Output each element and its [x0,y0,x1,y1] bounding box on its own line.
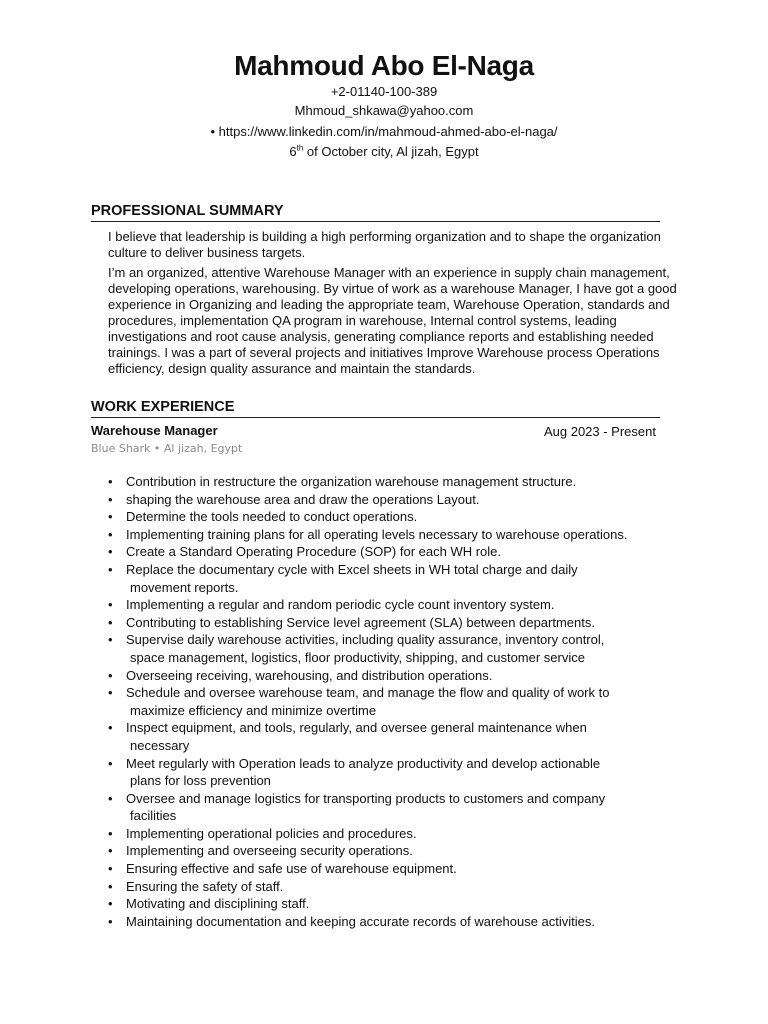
list-item [108,684,668,719]
phone-number: +2-01140-100-389 [330,84,438,99]
list-item [108,631,668,666]
list-item [108,473,668,491]
address-ordinal: th [296,143,304,153]
list-item [108,491,668,509]
job-title: Warehouse Manager [91,423,218,438]
list-item-continuation: movement reports. [130,579,239,595]
address [0,144,768,160]
list-item [108,614,668,632]
list-item-text: shaping the warehouse area and draw the operations Layout. [126,491,480,507]
list-item-text: Create a Standard Operating Procedure (SOP) for each WH role. [126,544,502,560]
section-divider [91,221,660,222]
section-divider [91,417,660,418]
list-item [108,860,668,878]
candidate-name: Mahmoud Abo El-Naga [234,50,534,81]
list-item-text: Schedule and oversee warehouse team, and manage the flow and quality of work to [126,685,610,701]
summary-paragraph-1: I believe that leadership is building a high performing organization and to shape the organization culture to deliver business targets. [108,229,661,260]
list-item [108,790,668,825]
linkedin-link[interactable]: • https://www.linkedin.com/in/mahmoud-ahmed-abo-el-naga/ [210,124,558,139]
list-item-text: Implementing operational policies and procedures. [126,825,417,841]
list-item-text: Maintaining documentation and keeping accurate records of warehouse activities. [126,913,595,929]
list-item-continuation: facilities [130,808,177,824]
list-item [108,596,668,614]
section-title-experience: WORK EXPERIENCE [91,399,235,415]
list-item [108,913,668,931]
list-item [108,878,668,896]
list-item-text: Implementing training plans for all operating levels necessary to warehouse operations. [126,526,628,542]
list-item-text: Meet regularly with Operation leads to analyze productivity and develop actionable [126,755,601,771]
list-item-text: Determine the tools needed to conduct operations. [126,509,418,525]
list-item [108,755,668,790]
list-item-text: Contribution in restructure the organization warehouse management structure. [126,474,577,489]
list-item-text: Implementing a regular and random periodic cycle count inventory system. [126,597,555,613]
list-item [108,526,668,544]
list-item-text: Ensuring the safety of staff. [126,878,284,894]
list-item [108,508,668,526]
email-address: Mhmoud_shkawa@yahoo.com [294,103,474,118]
list-item-text: Contributing to establishing Service level agreement (SLA) between departments. [126,614,595,630]
list-item-text: Oversee and manage logistics for transporting products to customers and company [126,790,606,806]
section-title-summary: PROFESSIONAL SUMMARY [91,203,284,219]
list-item-text: Inspect equipment, and tools, regularly, and oversee general maintenance when [126,720,587,736]
list-item [108,667,668,685]
list-item-text: Supervise daily warehouse activities, including quality assurance, inventory control, [126,632,605,648]
list-item-text: Ensuring effective and safe use of warehouse equipment. [126,861,457,877]
list-item-continuation: maximize efficiency and minimize overtime [130,702,377,718]
list-item-continuation: plans for loss prevention [130,773,271,789]
responsibility-list [108,473,668,930]
list-item [108,561,668,596]
job-date: Aug 2023 - Present [543,424,656,439]
list-item [108,825,668,843]
address-rest: of October city, Al jizah, Egypt [303,144,479,159]
list-item-text: Overseeing receiving, warehousing, and distribution operations. [126,667,493,683]
list-item [108,719,668,754]
list-item [108,842,668,860]
list-item [108,895,668,913]
job-company-location: Blue Shark • Al jizah, Egypt [91,442,243,455]
address-day: 6 [289,144,297,159]
list-item-continuation: space management, logistics, floor productivity, shipping, and customer service [130,649,585,665]
list-item-text: Implementing and overseeing security operations. [126,843,413,859]
list-item-text: Replace the documentary cycle with Excel sheets in WH total charge and daily [126,561,578,577]
list-item-continuation: necessary [130,737,190,753]
list-item-text: Motivating and disciplining staff. [126,896,310,912]
summary-paragraph-2: I’m an organized, attentive Warehouse Manager with an experience in supply chain management, developing operations, warehousing. By virtue of work as a warehouse Manager, I have got a good experience in Organizing and leading the appropriate team, Warehouse Operation, standards and procedures, implementation QA program in warehouse, Internal control systems, leading investigations and root cause analysis, generating compliance reports and establishing needed trainings. I was a part of several projects and initiatives Improve Warehouse process Operations efficiency, design quality assurance and maintain the standards. [108,265,677,376]
list-item [108,543,668,561]
